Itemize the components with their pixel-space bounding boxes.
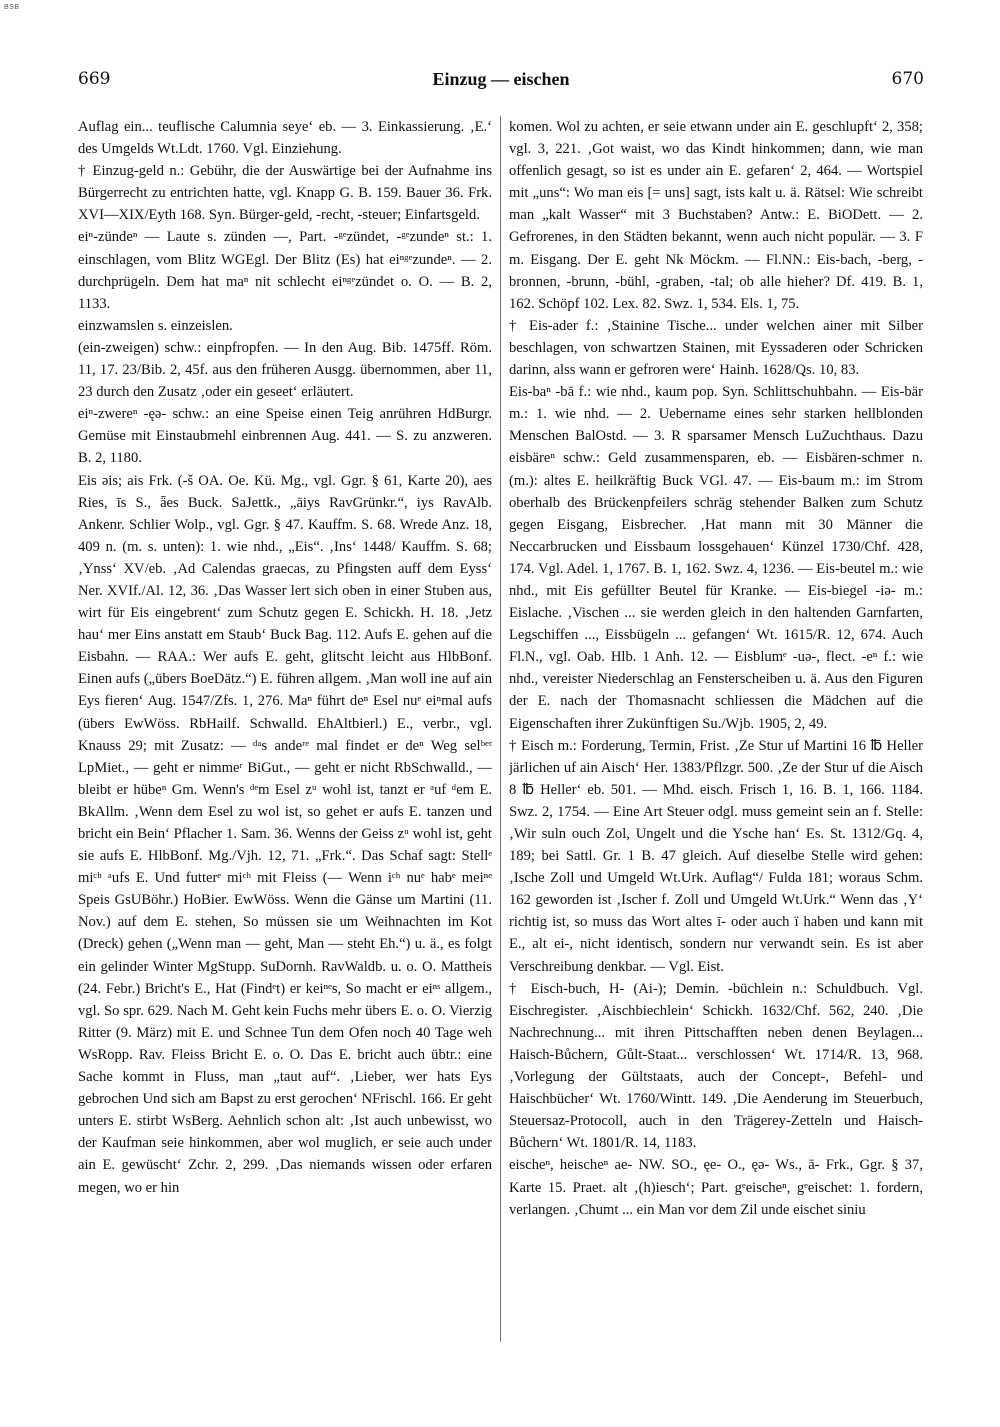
entry-einzwamslen: einzwamslen s. einzeislen.	[78, 317, 233, 334]
page-number-right: 670	[891, 69, 924, 89]
entry-eis-bahn: Eis-baⁿ -bā f.: wie nhd., kaum pop. Syn. Schlittschuhbahn. — Eis-bär m.: 1. wie nhd. — 2. Uebername eines sehr starken hellblonden Menschen BalOstd. — 3. R sparsamer Mensch LuZuchthaus. Dazu eisbäreⁿ schw.: Geld zusammensparen, eb. — Eisbären-schmer n. (m.): altes E. heilkräftig Buck VGl. 47. — Eis-baum m.: im Strom oberhalb des Brückenpfeilers schräg stehender Balken zum Schutz gegen Eisgang, Eisbrecher. ‚Hat mann mit 30 Männer die Neccarbrucken und Eissbaum lossgehauen‘ Künzel 1730/Chf. 428, 174. Vgl. Adel. 1, 1767. B. 1, 162. Swz. 4, 1236. — Eis-beutel m.: wie nhd., mit Eis gefüllter Beutel für Kranke. — Eis-biegel -iə- m.: Eislache. ‚Vischen ... sie werden gleich in den haltenden Garnfarten, Legschiffen ..., Eissbügeln ... gefangen‘ Wt. 1615/R. 12, 674. Auch Fl.N., vgl. Oab. Hlb. 1 Anh. 12. — Eisblumᵉ -uə-, flect. -eⁿ f.: wie nhd., vereister Niederschlag an Fensterscheiben u. ä. Aus den Figuren der E. nach der Thomasnacht schliessen die Mädchen auf die Eigenschaften ihrer Zukünftigen Su./Wjb. 1905, 2, 49.	[509, 384, 923, 732]
entry-ein-zweigen: (ein-zweigen) schw.: einpfropfen. — In den Aug. Bib. 1475ff. Röm. 11, 17. 23/Bib. 2, 45f. aus den früheren Ausgg. übernommen, aber 11, 23 durch den Zusatz ‚oder ein geseet‘ erläutert.	[78, 339, 492, 401]
right-column	[509, 116, 923, 1356]
entry-eisch: † Eisch m.: Forderung, Termin, Frist. ‚Ze Stur uf Martini 16 ℔ Heller järlichen uf ain Aisch‘ Her. 1383/Pflzgr. 500. ‚Ze der Stur uf die Aisch 8 ℔ Heller‘ eb. 501. — Mhd. eisch. Frisch 1, 16. B. 1, 166. 1184. Swz. 2, 1754. — Eine Art Steuer odgl. muss gemeint sein an f. Stelle: ‚Wir suln ouch Zol, Ungelt und die Ysche han‘ Es. St. 1312/Gq. 4, 189; bei Sattl. Gr. 1 B. 47 gleich. Auf dieselbe Stelle wird gehen: ‚Ische Zoll und Umgeld Wt.Urk. Auflag“/ Fulda 181; woraus Schm. 162 geworden ist ‚Ischer f. Zoll und Umgeld Wt.Urk.“ Wenn das ‚Y‘ richtig ist, so muss das Wort altes ī- oder auch ï haben und kann mit E., alt ei-, nicht identisch, sondern nur verwandt sein. Es ist aber Verschreibung denkbar. — Vgl. Eist.	[509, 737, 923, 975]
entry-eis-continuation: komen. Wol zu achten, er seie etwann under ain E. geschlupft‘ 2, 358; vgl. 3, 221. ‚Got waist, wo das Kindt hinkommen; dann, wie man offenlich gesagt, so ist es under ain E. gefaren‘ 2, 464. — Wortspiel mit „uns“: Wo man eis [= uns] sagt, ists kalt u. ä. Rätsel: Wie schreibt man „kalt Wasser“ mit 3 Buchstaben? Antw.: E. BiODett. — 2. Gefrorenes, in den Städten bekannt, wenn auch nicht populär. — 3. F m. Eisgang. Der E. geht Nk Möckm. — Fl.NN.: Eis-bach, -berg, -bronnen, -brunn, -bühl, -graben, -tal; ob alle hieher? Df. 419. B. 1, 162. Schöpf 102. Lex. 82. Swz. 1, 534. Els. 1, 75.	[509, 119, 923, 312]
entry-einzug-geld: † Einzug-geld n.: Gebühr, die der Auswärtige bei der Aufnahme ins Bürgerrecht zu entrichten hatte, vgl. Knapp G. B. 159. Bauer 36. Frk. XVI—XIX/Eyth 168. Syn. Bürger-geld, -recht, -steuer; Einfartsgeld.	[78, 163, 492, 224]
entry-eis: Eis əis; ais Frk. (-š OA. Oe. Kü. Mg., vgl. Ggr. § 61, Karte 20), aes Ries, īs S., ǟes Buck. SaJettk., „āiys RavGrünkr.“, iys RavAlb. Ankenr. Schlier Wolp., vgl. Ggr. § 47. Kauffm. S. 68. Wrede Anz. 18, 409 n. (m. s. unten): 1. wie nhd., „Eis“. ‚Ins‘ 1448/ Kauffm. S. 68; ‚Ynss‘ XV/eb. ‚Ad Calendas graecas, zu Pfingsten auff dem Eyss‘ Ner. XVIf./Al. 12, 36. ‚Das Wasser lert sich oben in einer Stuben aus, wirt für Eis eingebrent‘ zum Schutz gegen E. Schickh. H. 18. ‚Jetz hau‘ mer Eins anstatt em Staub‘ Buck Bag. 112. Aufs E. gehen auf die Eisbahn. — RAA.: Wer aufs E. geht, glitscht leicht aus HlbBonf. Einen aufs („übers BoeDätz.“) E. führen allgem. ‚Man woll ine auf ain Eys fieren‘ Aug. 1547/Zfs. 1, 276. Maⁿ führt deⁿ Esel nuᵉ eiⁿmal aufs (übers EwWöss. RbHailf. Schwalld. EhAltbierl.) E., verbr., vgl. Knauss 29; mit Zusatz: — ᵈᵃs andeʳᵉ mal findet er deⁿ Weg selᵇᵉʳ LpMiet., — geht er nimmeʳ BiGut., — geht er nicht RbSchwalld., — bleibt er hübeⁿ Gm. Wenn's ᵈᵉm Esel zᵘ wohl ist, tanzt er ᵃuf ᵈem E. BkAllm. ‚Wenn dem Esel zu wol ist, so gehet er aufs E. tanzen und bricht ein Bein‘ Pflacher 1. Sam. 36. Wenns der Geiss zᵘ wohl ist, geht sie aufs E. HlbBonf. Mg./Vjh. 12, 71. „Frk.“. Das Schaf sagt: Stellᵉ miᶜʰ ᵃufs E. Und futterᵉ miᶜʰ mit Fleiss (— Wenn iᶜʰ nuᵉ habᵉ meiⁿᵉ Speis GsUBöhr.) HoBier. EwWöss. Wenn die Gänse um Martini (11. Nov.) auf dem E. stehen, So müssen sie um Weihnachten im Kot (Dreck) gehen („Wenn man — geht, Man — steht Eh.“) u. ä., es folgt ein gelinder Winter MgStupp. SuDornh. RavWaldb. u. o. O. Mattheis (24. Febr.) Bricht's E., Hat (Findᵉt) er keiⁿᵉs, So macht er eiⁿˢ allgem., vgl. So spr. 629. Nach M. Geht kein Fuchs mehr übers E. o. O. Vierzig Ritter (9. März) mit E. und Schnee Tun dem Ofen noch 40 Tage weh WsRopp. Rav. Fleiss Bricht E. o. O. Das E. bricht auch übtr.: eine Sache kommt in Fluss, man „taut auf“. ‚Lieber, wer hats Eys gebrochen Und sich am Bapst zu erst gerochen‘ NFrischl. 166. Er geht unters E. stirbt WsBerg. Aehnlich schon alt: ‚Ist auch unbewisst, wo der Kaufman seie hinkommen, aber wol muglich, er seie auch under ain E. gewüscht‘ Zchr. 2, 299. ‚Das niemands wissen oder erfaren megen, wo er hin	[78, 472, 492, 1196]
column-divider	[500, 116, 501, 1342]
running-head: Einzug — eischen	[432, 69, 570, 89]
page-header	[78, 64, 924, 94]
entry-eischen: eischeⁿ, heischeⁿ ae- NW. SO., ęe- O., ęə- Ws., ā- Frk., Ggr. § 37, Karte 15. Praet. alt ‚(h)iesch‘; Part. gᵉeischeⁿ, gᵉeischet: 1. fordern, verlangen. ‚Chumt ... ein Man vor dem Zil unde eischet siniu	[509, 1157, 923, 1218]
library-stamp: BSB	[4, 4, 20, 11]
page-number-left: 669	[78, 69, 111, 89]
entry-einzug-continuation: Auflag ein... teuflische Calumnia seye‘ eb. — 3. Einkassierung. ‚E.‘ des Umgelds Wt.Ldt. 1760. Vgl. Einziehung.	[78, 119, 492, 158]
entry-eisch-buch: † Eisch-buch, H- (Ai-); Demin. -büchlein n.: Schuldbuch. Vgl. Eischregister. ‚Aischbiechlein‘ Schickh. 1632/Chf. 562, 240. ‚Die Nachrechnung... mit ihren Pittschafften neben denen Beylagen... Haisch-Bůchern, Gůlt-Staat... verschlossen‘ Wt. 1714/R. 13, 968. ‚Vorlegung der Gültstaats, auch der Concept-, Befehl- und Haischbücher‘ Wt. 1760/Wintt. 149. ‚Die Aenderung im Steuerbuch, Steuersaz-Protocoll, auch in den Trägerey-Zetteln und Haisch-Bůchern‘ Wt. 1801/R. 14, 1183.	[509, 980, 923, 1152]
entry-ein-zuenden: eiⁿ-zündeⁿ — Laute s. zünden —, Part. -ᵍᵉzündet, -ᵍᵉzundeⁿ st.: 1. einschlagen, vom Blitz WGEgl. Der Blitz (Es) hat eiⁿᵍᵉzundeⁿ. — 2. durchprügeln. Dem hat maⁿ nit schlecht eiⁿᵍᵉzündet o. O. — B. 2, 1133.	[78, 229, 492, 312]
entry-ein-zweren: eiⁿ-zwereⁿ -ęə- schw.: an eine Speise einen Teig anrühren HdBurgr. Gemüse mit Einstaubmehl einbrennen Aug. 441. — S. zu anzweren. B. 2, 1180.	[78, 406, 492, 467]
left-column	[78, 116, 492, 1356]
entry-eis-ader: † Eis-ader f.: ‚Stainine Tische... under welchen ainer mit Silber beschlagen, von schwartzen Stainen, mit Eyssaderen oder Schricken darinn, alss wann er gefroren were‘ Hainh. 1628/Qs. 10, 83.	[509, 317, 923, 379]
